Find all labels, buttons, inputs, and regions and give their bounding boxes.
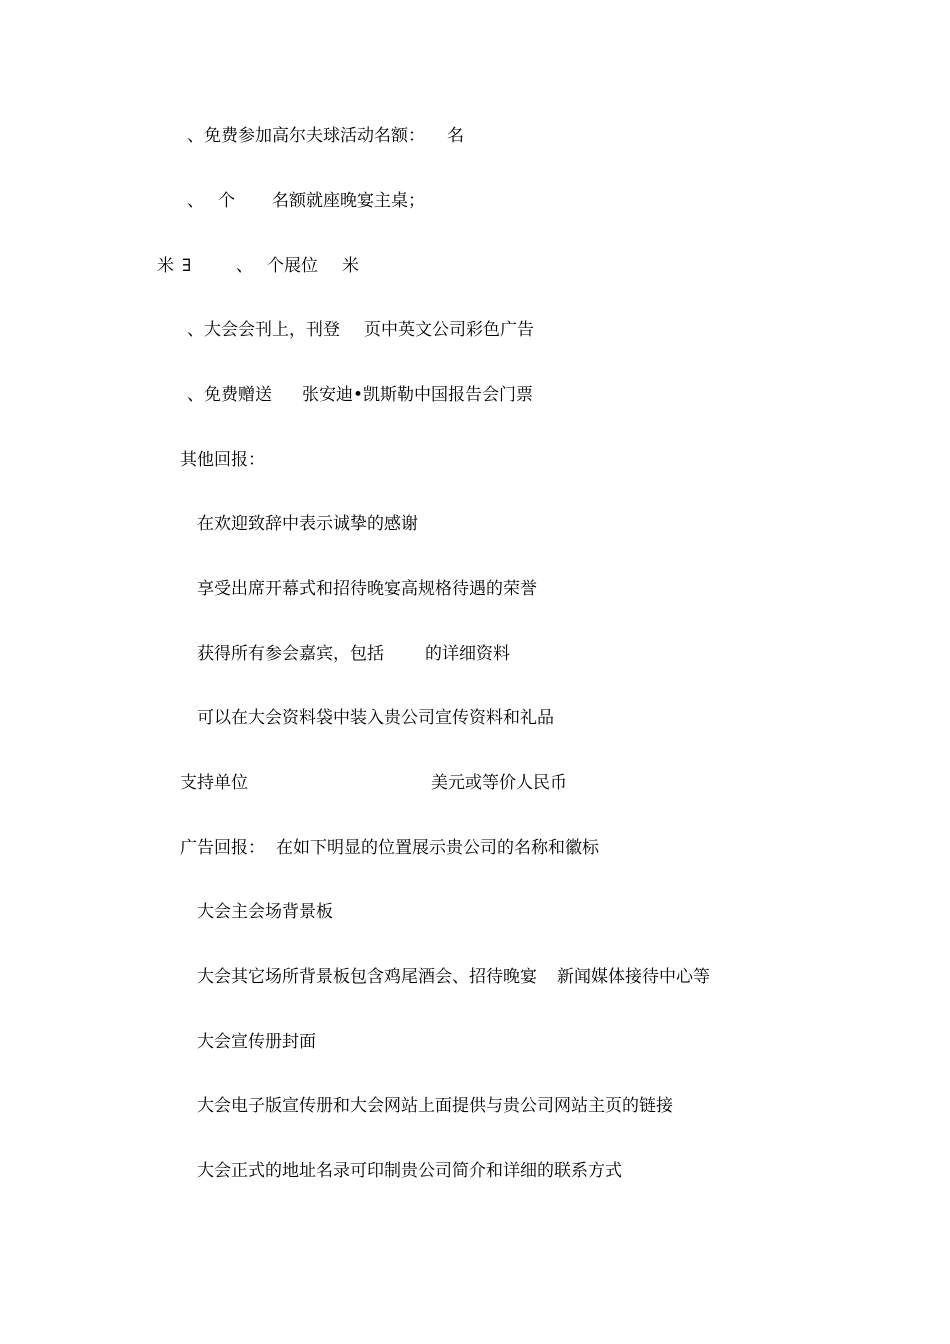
text-segment: 米	[157, 256, 174, 276]
text-segment: 可以在大会资料袋中装入贵公司宣传资料和礼品	[197, 708, 554, 728]
text-segment: 享受出席开幕式和招待晚宴高规格待遇的荣誉	[197, 579, 537, 599]
text-segment: 大会宣传册封面	[197, 1032, 316, 1052]
text-segment: ∃	[182, 256, 192, 276]
text-segment: 个展位	[267, 256, 318, 276]
text-segment: 获得所有参会嘉宾，包括	[197, 644, 384, 664]
text-segment: 米	[342, 256, 359, 276]
text-segment: 广告回报：	[180, 838, 265, 858]
text-segment: 新闻媒体接待中心等	[557, 967, 710, 987]
text-segment: 、	[187, 191, 204, 211]
text-segment: 、大会会刊上，刊登	[187, 320, 340, 340]
text-segment: 美元或等价人民币	[431, 773, 567, 793]
text-segment: 、	[236, 256, 253, 276]
text-segment: 页中英文公司彩色广告	[364, 320, 534, 340]
text-segment: 大会正式的地址名录可印制贵公司简介和详细的联系方式	[197, 1161, 622, 1181]
text-segment: 在欢迎致辞中表示诚挚的感谢	[197, 514, 418, 534]
text-segment: 名	[447, 126, 464, 146]
text-segment: 其他回报：	[180, 450, 265, 470]
text-segment: 、免费参加高尔夫球活动名额：	[187, 126, 425, 146]
text-segment: 大会电子版宣传册和大会网站上面提供与贵公司网站主页的链接	[197, 1096, 673, 1116]
text-segment: 张安迪•凯斯勒中国报告会门票	[302, 385, 534, 405]
text-segment: 支持单位	[180, 773, 248, 793]
text-segment: 的详细资料	[425, 644, 510, 664]
text-segment: 名额就座晚宴主桌；	[272, 191, 425, 211]
text-segment: 在如下明显的位置展示贵公司的名称和徽标	[276, 838, 599, 858]
text-segment: 大会主会场背景板	[197, 902, 333, 922]
text-segment: 大会其它场所背景板包含鸡尾酒会、招待晚宴	[197, 967, 537, 987]
text-segment: 、免费赠送	[187, 385, 272, 405]
text-segment: 个	[218, 191, 235, 211]
